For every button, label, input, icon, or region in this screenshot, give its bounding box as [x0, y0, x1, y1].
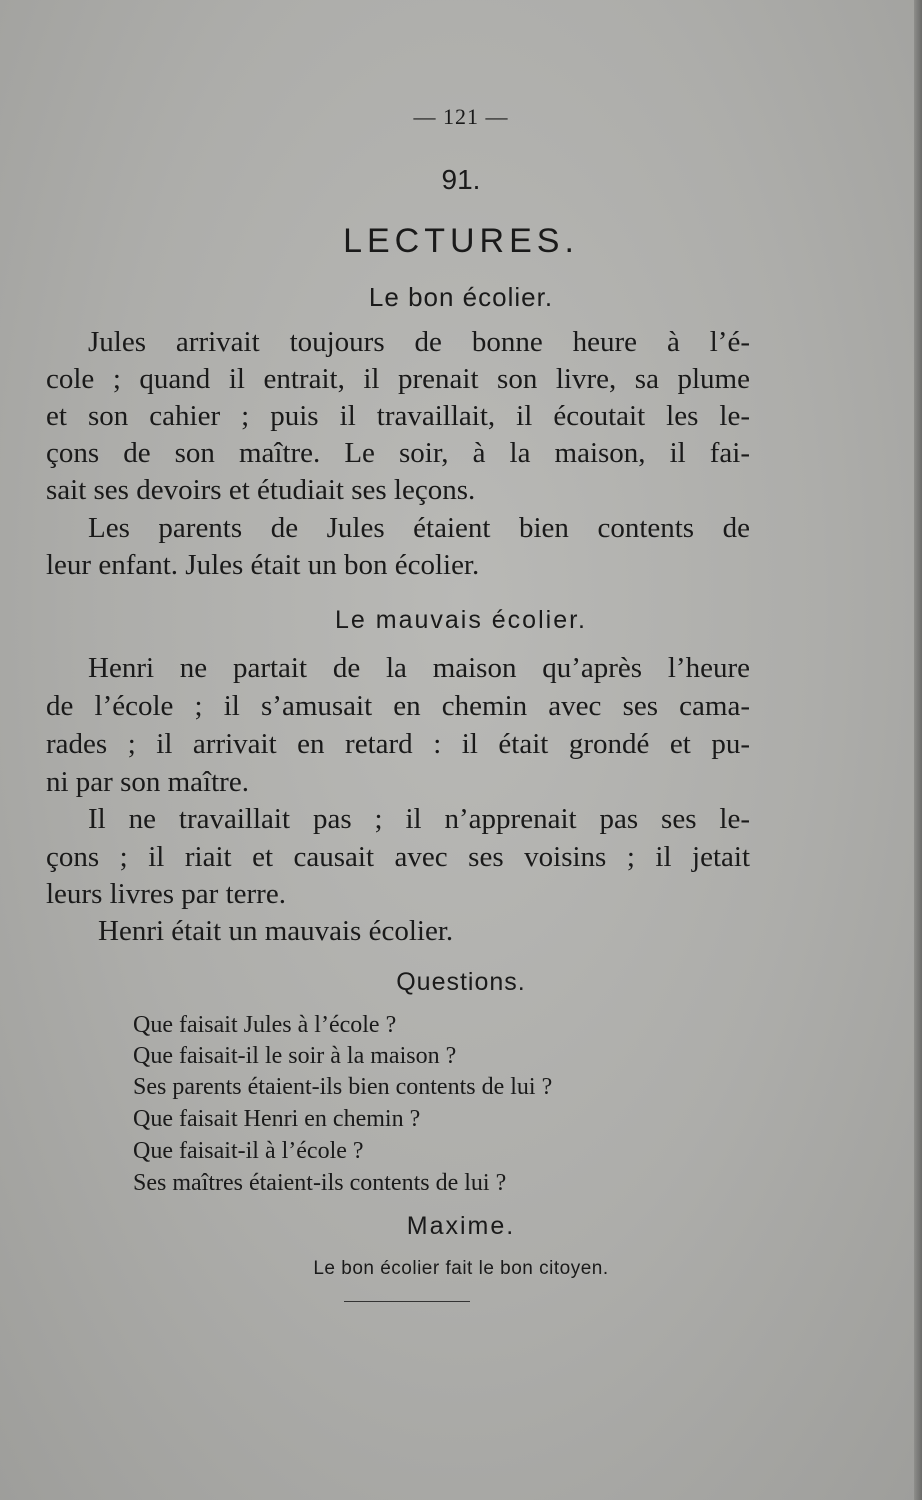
- story2-line: de l’école ; il s’amusait en chemin avec ses cama-: [46, 690, 750, 722]
- question-item: Que faisait Jules à l’école ?: [133, 1012, 397, 1038]
- maxim-title: Maxime.: [406, 1212, 516, 1240]
- page-number: — 121 —: [413, 104, 509, 129]
- lesson-number: 91.: [441, 164, 481, 195]
- story1-title: Le bon écolier.: [368, 282, 554, 312]
- story2-line: ni par son maître.: [46, 766, 249, 798]
- story1-line: Jules arrivait toujours de bonne heure à l’é-: [88, 326, 750, 358]
- story2-title: Le mauvais écolier.: [334, 606, 587, 634]
- story1-line: leur enfant. Jules était un bon écolier.: [46, 549, 480, 581]
- question-item: Que faisait-il à l’école ?: [133, 1138, 364, 1164]
- story1-line: sait ses devoirs et étudiait ses leçons.: [46, 474, 476, 506]
- story2-line: çons ; il riait et causait avec ses voisins ; il jetait: [46, 841, 750, 873]
- question-item: Ses maîtres étaient-ils contents de lui ?: [133, 1170, 507, 1196]
- story2-line: Henri ne partait de la maison qu’après l’heure: [88, 652, 750, 684]
- story2-line: Henri était un mauvais écolier.: [98, 915, 454, 947]
- story1-line: et son cahier ; puis il travaillait, il écoutait les le-: [46, 400, 750, 432]
- story2-line: rades ; il arrivait en retard : il était grondé et pu-: [46, 728, 750, 760]
- question-item: Que faisait Henri en chemin ?: [133, 1106, 421, 1132]
- story2-line: Il ne travaillait pas ; il n’apprenait pas ses le-: [88, 803, 750, 835]
- question-item: Que faisait-il le soir à la maison ?: [133, 1043, 457, 1069]
- story1-line: çons de son maître. Le soir, à la maison, il fai-: [46, 437, 750, 469]
- story1-line: Les parents de Jules étaient bien contents de: [88, 512, 750, 544]
- main-heading: LECTURES.: [343, 222, 579, 260]
- questions-title: Questions.: [396, 968, 526, 996]
- story1-line: cole ; quand il entrait, il prenait son livre, sa plume: [46, 363, 750, 395]
- question-item: Ses parents étaient-ils bien contents de lui ?: [133, 1074, 553, 1100]
- maxim-text: Le bon écolier fait le bon citoyen.: [313, 1258, 609, 1279]
- story2-line: leurs livres par terre.: [46, 878, 286, 910]
- closing-rule: [344, 1301, 470, 1302]
